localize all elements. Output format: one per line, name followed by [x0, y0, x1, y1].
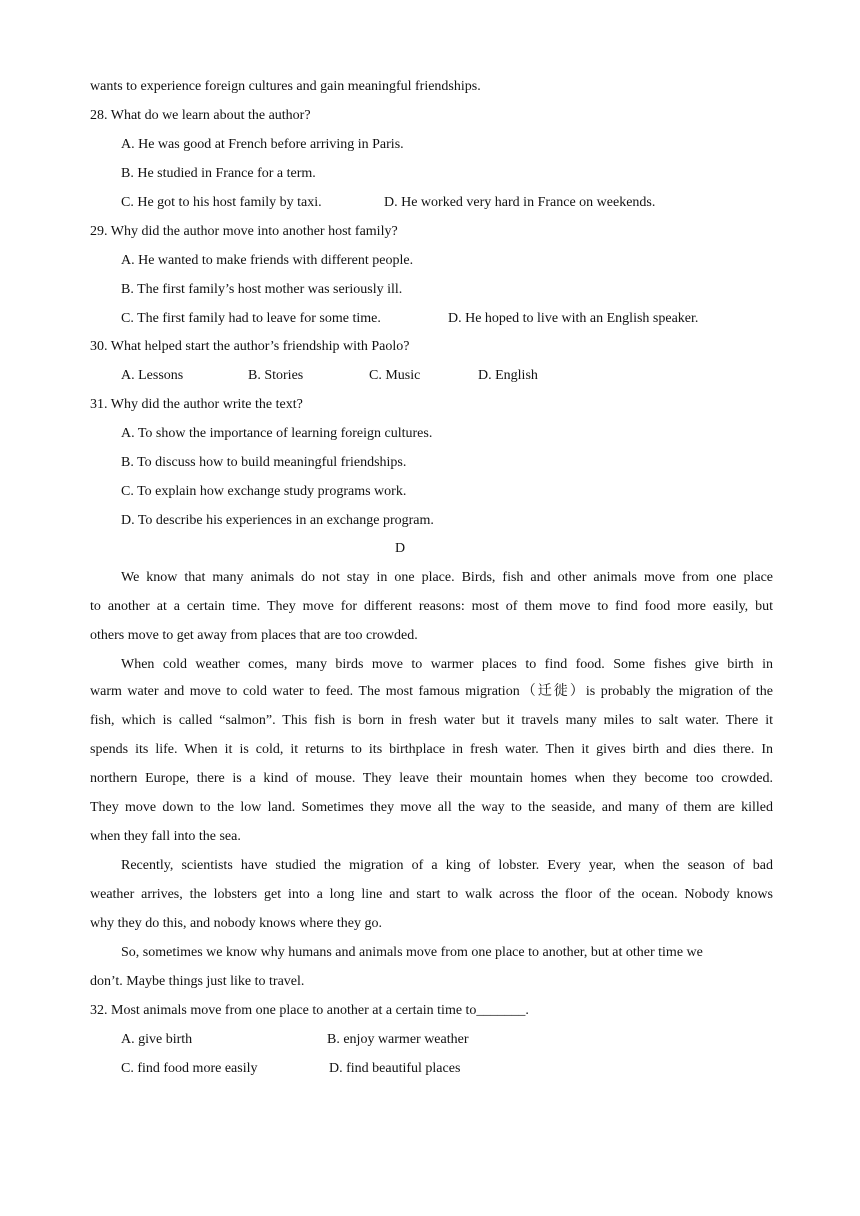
question-28-option-c: C. He got to his host family by taxi.	[121, 195, 322, 210]
question-29-option-d: D. He hoped to live with an English speaker.	[448, 311, 699, 326]
question-31-option-d: D. To describe his experiences in an exchange program.	[121, 513, 434, 528]
section-d-paragraph-1-line: to another at a certain time. They move for different reasons: most of them move to find food more easily, but	[90, 599, 773, 614]
section-d-paragraph-2-line: northern Europe, there is a kind of mouse. They leave their mountain homes when they become too crowded.	[90, 771, 773, 786]
section-d-paragraph-3-line: Recently, scientists have studied the migration of a king of lobster. Every year, when the season of bad	[121, 858, 773, 873]
question-29-option-b: B. The first family’s host mother was seriously ill.	[121, 282, 403, 297]
question-28-option-a: A. He was good at French before arriving in Paris.	[121, 137, 404, 152]
section-d-paragraph-2-line: They move down to the low land. Sometimes they move all the way to the seaside, and many of them are killed	[90, 800, 773, 815]
question-29-option-c: C. The first family had to leave for some time.	[121, 311, 381, 326]
section-d-paragraph-2-line: fish, which is called “salmon”. This fish is born in fresh water but it travels many miles to salt water. There it	[90, 713, 773, 728]
question-30-stem: 30. What helped start the author’s friendship with Paolo?	[90, 339, 410, 354]
question-31-option-b: B. To discuss how to build meaningful friendships.	[121, 455, 407, 470]
question-31-stem: 31. Why did the author write the text?	[90, 397, 303, 412]
question-30-option-d: D. English	[478, 368, 538, 383]
section-d-paragraph-1-line: others move to get away from places that are too crowded.	[90, 628, 418, 643]
passage-tail-line: wants to experience foreign cultures and gain meaningful friendships.	[90, 79, 481, 94]
question-32-option-a: A. give birth	[121, 1032, 193, 1047]
question-32-stem: 32. Most animals move from one place to another at a certain time to_______.	[90, 1003, 529, 1018]
section-d-paragraph-2-line: warm water and move to cold water to feed. The most famous migration（迁徙）is probably the migration of the	[90, 684, 773, 699]
section-d-paragraph-3-line: why they do this, and nobody knows where they go.	[90, 916, 383, 931]
section-d-paragraph-2-line: When cold weather comes, many birds move to warmer places to find food. Some fishes give birth in	[121, 657, 773, 672]
section-d-paragraph-4-line: So, sometimes we know why humans and animals move from one place to another, but at other time we	[121, 945, 703, 960]
question-32-option-c: C. find food more easily	[121, 1061, 258, 1076]
question-28-option-b: B. He studied in France for a term.	[121, 166, 316, 181]
question-30-option-a: A. Lessons	[121, 368, 184, 383]
question-31-option-a: A. To show the importance of learning foreign cultures.	[121, 426, 433, 441]
question-29-stem: 29. Why did the author move into another host family?	[90, 224, 398, 239]
question-31-option-c: C. To explain how exchange study programs work.	[121, 484, 407, 499]
section-d-paragraph-2-line: when they fall into the sea.	[90, 829, 241, 844]
question-30-option-c: C. Music	[369, 368, 421, 383]
section-d-paragraph-1-line: We know that many animals do not stay in one place. Birds, fish and other animals move from one place	[121, 570, 773, 585]
question-28-stem: 28. What do we learn about the author?	[90, 108, 311, 123]
section-d-paragraph-4-line: don’t. Maybe things just like to travel.	[90, 974, 305, 989]
question-29-option-a: A. He wanted to make friends with different people.	[121, 253, 414, 268]
question-28-option-d: D. He worked very hard in France on weekends.	[384, 195, 656, 210]
question-32-option-d: D. find beautiful places	[329, 1061, 461, 1076]
question-32-option-b: B. enjoy warmer weather	[327, 1032, 469, 1047]
section-d-heading: D	[394, 541, 406, 556]
section-d-paragraph-2-line: spends its life. When it is cold, it returns to its birthplace in fresh water. Then it gives birth and dies there. In	[90, 742, 773, 757]
question-30-option-b: B. Stories	[248, 368, 304, 383]
section-d-paragraph-3-line: weather arrives, the lobsters get into a long line and start to walk across the floor of the ocean. Nobody knows	[90, 887, 773, 902]
